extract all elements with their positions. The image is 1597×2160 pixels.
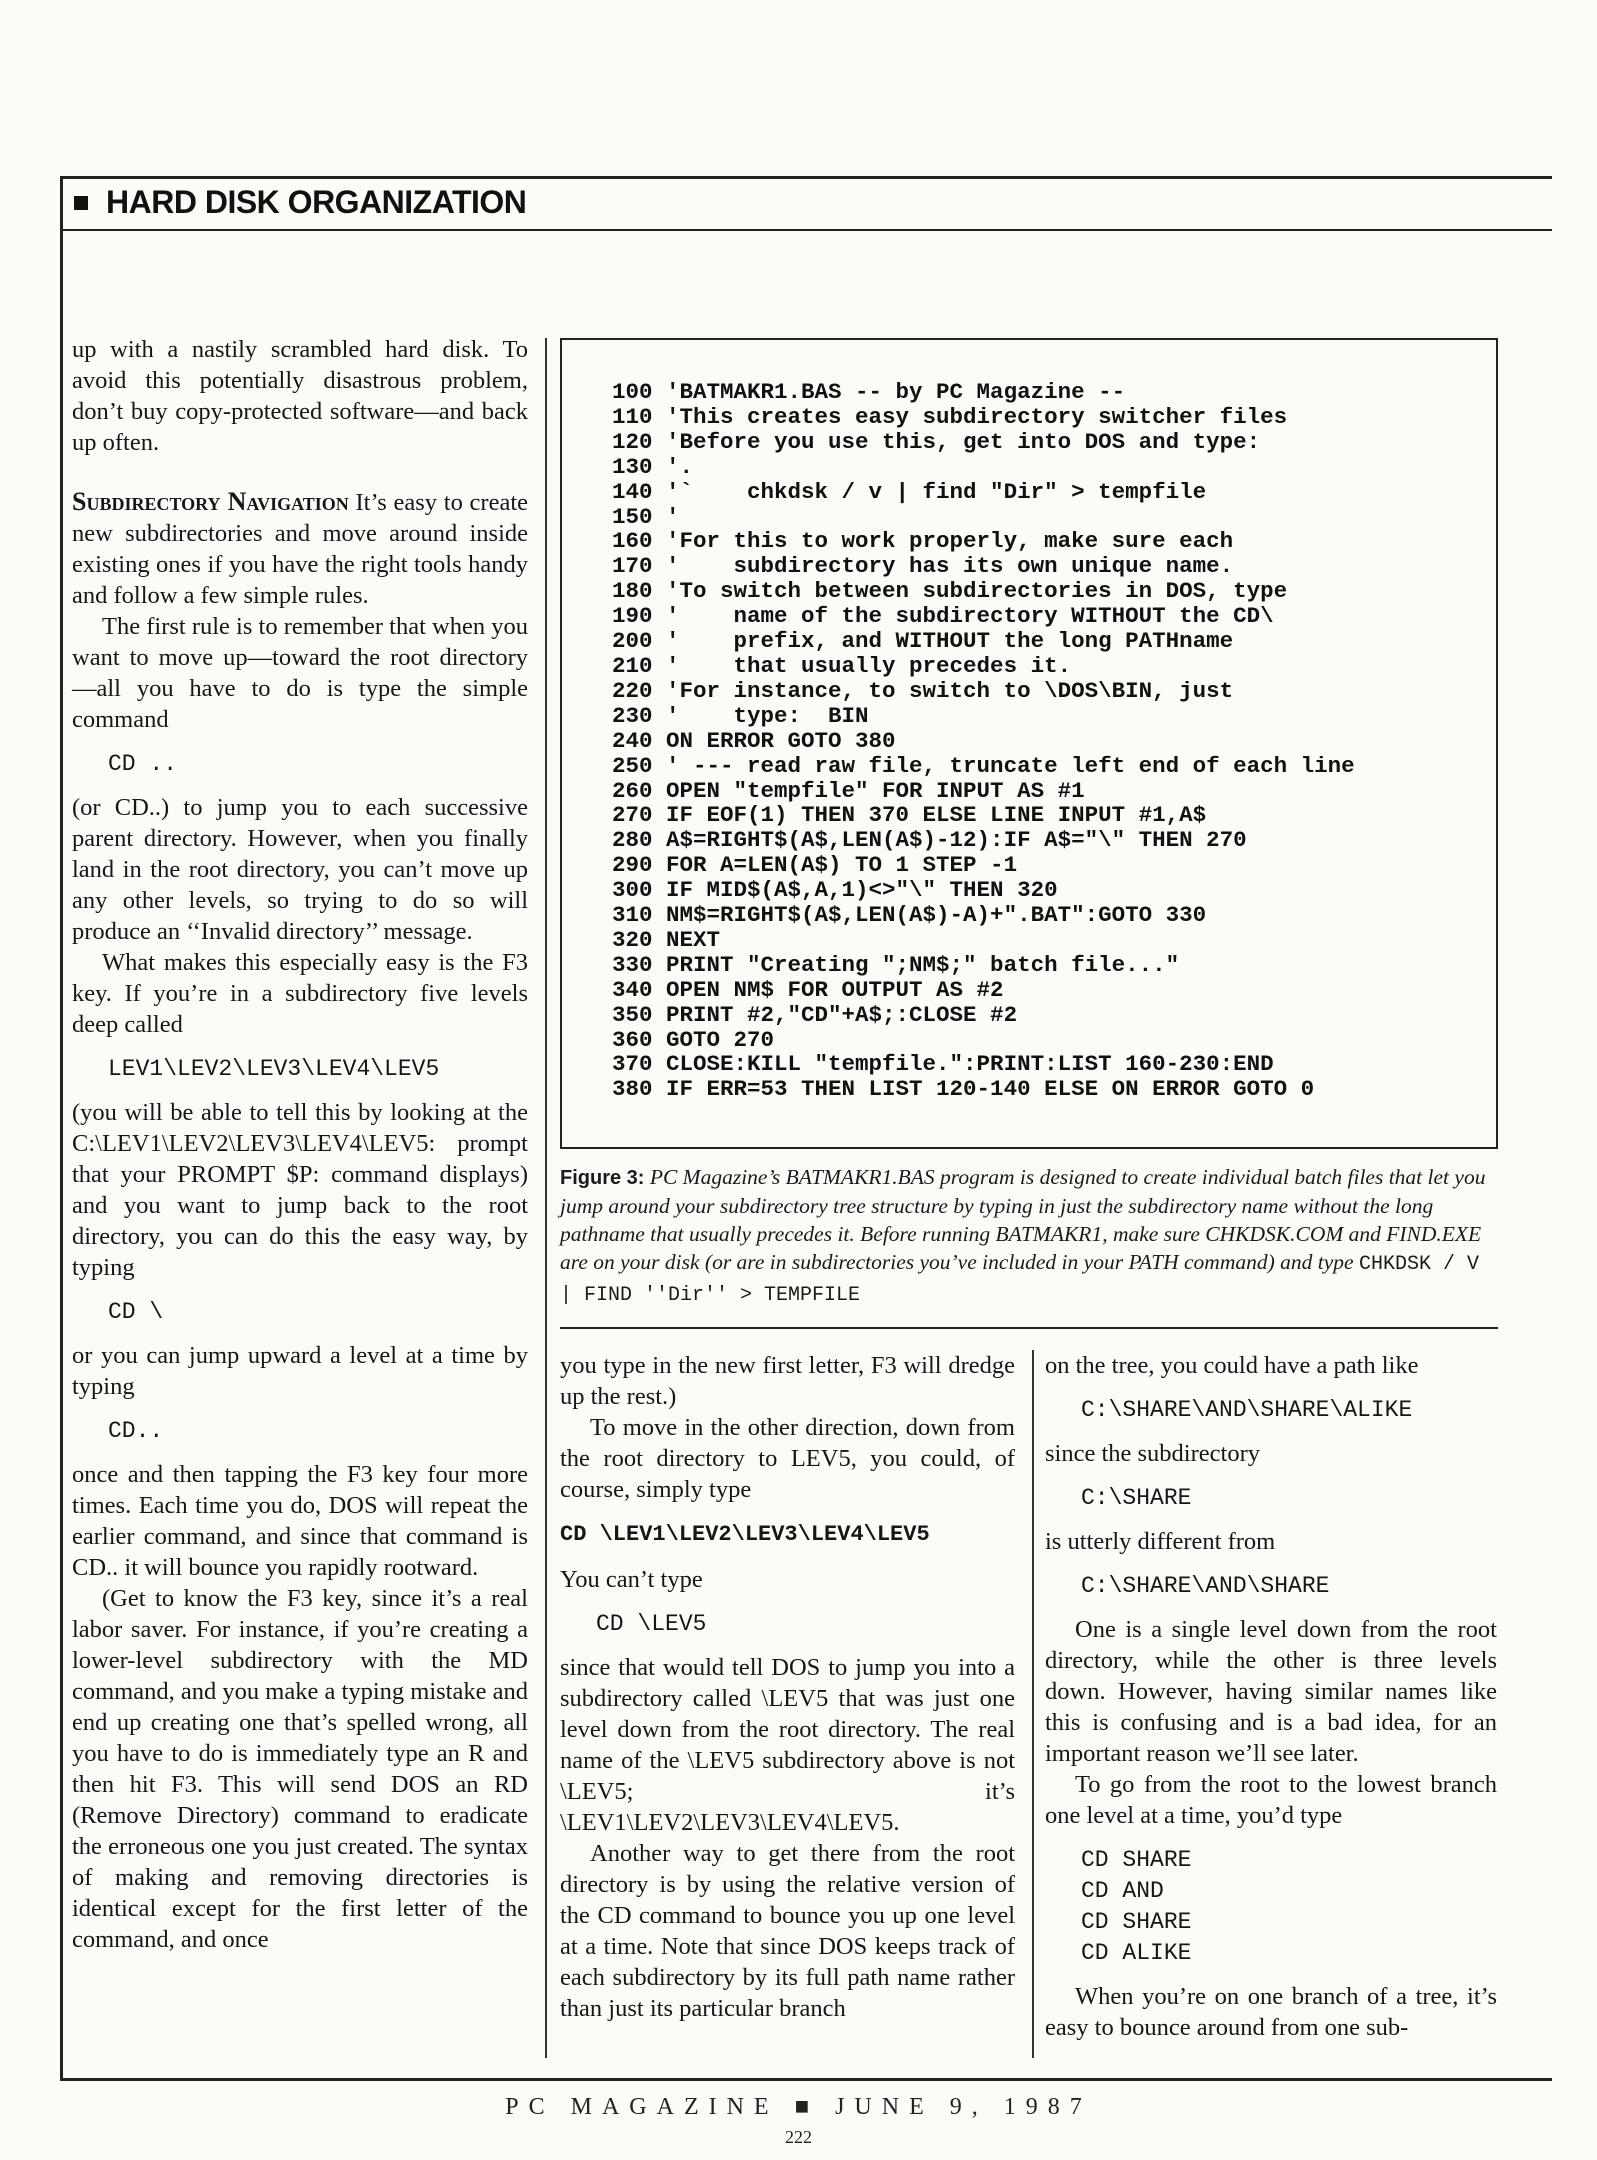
listing-line: 360 GOTO 270	[612, 1026, 775, 1053]
paragraph: One is a single level down from the root directory, while the other is three levels down. However, having similar names like this is confusing and is a bad idea, for an important reason we’ll see later.	[1045, 1616, 1497, 1767]
paragraph: on the tree, you could have a path like	[1045, 1352, 1419, 1379]
code-line: CD ALIKE	[1081, 1940, 1192, 1966]
listing-line: 330 PRINT "Creating ";NM$;" batch file..."	[612, 951, 1180, 978]
listing-line: 210 ' that usually precedes it.	[612, 652, 1072, 679]
left-border-rule	[60, 176, 63, 2080]
page-number: 222	[785, 2127, 812, 2147]
code-line: C:\SHARE\AND\SHARE\ALIKE	[1081, 1397, 1413, 1423]
caption-command: CHKDSK / V | FIND ''Dir'' > TEMPFILE	[560, 1253, 1479, 1307]
listing-line: 100 'BATMAKR1.BAS -- by PC Magazine --	[612, 379, 1126, 405]
listing-line: 160 'For this to work properly, make sure each	[612, 528, 1234, 555]
code-line: CD SHARE	[1081, 1847, 1192, 1873]
listing-line: 170 ' subdirectory has its own unique name.	[612, 553, 1234, 580]
listing-line: 250 ' --- read raw file, truncate left end of each line	[612, 752, 1355, 779]
header-rule	[60, 229, 1552, 231]
page-footer: PC MAGAZINE ■ JUNE 9, 1987	[505, 2094, 1092, 2120]
listing-line: 150 '	[612, 503, 680, 530]
code-line: C:\SHARE	[1081, 1485, 1192, 1511]
listing-line: 140 '` chkdsk / v | find "Dir" > tempfile	[612, 478, 1207, 505]
caption-rule	[560, 1327, 1498, 1329]
paragraph: since the subdirectory	[1045, 1440, 1260, 1467]
paragraph: (Get to know the F3 key, since it’s a real labor saver. For instance, if you’re creating a lower-level subdirectory with the MD command, and you make a typing mistake and end up creating one that’s spelled wrong, all you have to do is immediately type an R and then hit F3. This will send DOS an RD (Remove Directory) command to eradicate the erroneous one you just created. The syntax of making and removing directories is identical except for the first letter of the command, and once	[72, 1585, 528, 1953]
bottom-rule	[60, 2078, 1552, 2081]
listing-line: 190 ' name of the subdirectory WITHOUT the CD\	[612, 603, 1274, 630]
section-title: HARD DISK ORGANIZATION	[106, 184, 527, 220]
listing-line: 220 'For instance, to switch to \DOS\BIN, just	[612, 677, 1234, 704]
caption-text: PC Magazine’s BATMAKR1.BAS program is designed to create individual batch files that let you jump around your subdirectory tree structure by typing in just the subdirectory name without the long pathname that usually precedes it. Before running BATMAKR1, make sure CHKDSK.COM and FIND.EXE are on your disk (or are in subdirectories you’ve included in your PATH command) and type	[560, 1165, 1486, 1274]
paragraph: (you will be able to tell this by looking at the C:\LEV1\LEV2\LEV3\LEV4\LEV5: prompt that your PROMPT $P: command displays) and you want to jump back to the root directory, you can do this the easy way, by typing	[72, 1099, 528, 1281]
column-1	[72, 334, 528, 1955]
paragraph: or you can jump upward a level at a time by typing	[72, 1342, 528, 1400]
code-line: C:\SHARE\AND\SHARE	[1081, 1573, 1330, 1599]
column-2	[560, 1350, 1015, 2024]
listing-line: 200 ' prefix, and WITHOUT the long PATHname	[612, 628, 1234, 655]
paragraph: once and then tapping the F3 key four more times. Each time you do, DOS will repeat the earlier command, and since that command is CD.. it will bounce you rapidly rootward.	[72, 1461, 528, 1581]
listing-line: 340 OPEN NM$ FOR OUTPUT AS #2	[612, 976, 1004, 1003]
paragraph: since that would tell DOS to jump you into a subdirectory called \LEV5 that was just one level down from the root directory. The real name of the \LEV5 subdirectory above is not \LEV5; it’s \LEV1\LEV2\LEV3\LEV4\LEV5.	[560, 1654, 1015, 1836]
listing-line: 110 'This creates easy subdirectory switcher files	[612, 403, 1288, 430]
code-line: CD \LEV1\LEV2\LEV3\LEV4\LEV5	[560, 1522, 930, 1547]
listing-line: 260 OPEN "tempfile" FOR INPUT AS #1	[612, 777, 1085, 804]
paragraph: Another way to get there from the root directory is by using the relative version of the CD command to bounce you up one level at a time. Note that since DOS keeps track of each subdirectory by its full path name rather than just its particular branch	[560, 1840, 1015, 2022]
listing-line: 310 NM$=RIGHT$(A$,LEN(A$)-A)+".BAT":GOTO 330	[612, 902, 1207, 929]
listing-line: 350 PRINT #2,"CD"+A$;:CLOSE #2	[612, 1001, 1018, 1028]
header-bullet-icon	[74, 196, 88, 210]
paragraph	[72, 486, 528, 611]
listing-line: 230 ' type: BIN	[612, 702, 869, 729]
listing-line: 270 IF EOF(1) THEN 370 ELSE LINE INPUT #1,A$	[612, 802, 1207, 829]
paragraph: When you’re on one branch of a tree, it’s easy to bounce around from one sub-	[1045, 1983, 1497, 2041]
listing-line: 370 CLOSE:KILL "tempfile.":PRINT:LIST 160-230:END	[612, 1051, 1274, 1078]
listing-line: 280 A$=RIGHT$(A$,LEN(A$)-12):IF A$="\" THEN 270	[612, 827, 1247, 854]
top-rule	[60, 176, 1552, 179]
figure-caption	[560, 1163, 1495, 1310]
paragraph: (or CD..) to jump you to each successive parent directory. However, when you finally land in the root directory, you can’t move up any other levels, so trying to do so will produce an ‘‘Invalid directory’’ message.	[72, 794, 528, 945]
code-line: CD AND	[1081, 1878, 1164, 1904]
listing-line: 290 FOR A=LEN(A$) TO 1 STEP -1	[612, 852, 1018, 879]
column-3	[1045, 1350, 1497, 2043]
paragraph-text: It’s easy to create new subdirectories and move around inside existing ones if you have the right tools handy and follow a few simple rules.	[72, 489, 529, 609]
paragraph: You can’t type	[560, 1566, 703, 1593]
listing-line: 300 IF MID$(A$,A,1)<>"\" THEN 320	[612, 877, 1058, 904]
code-line: CD \LEV5	[596, 1611, 707, 1637]
column-divider	[545, 338, 547, 2058]
code-line: CD ..	[108, 751, 178, 777]
program-listing-box	[560, 338, 1498, 1149]
program-listing	[612, 380, 1496, 1102]
listing-line: 130 '.	[612, 453, 694, 480]
paragraph: The first rule is to remember that when you want to move up—toward the root directory—all you have to do is type the simple command	[72, 613, 528, 733]
code-line: LEV1\LEV2\LEV3\LEV4\LEV5	[108, 1056, 440, 1082]
subhead: Subdirectory Navigation	[72, 487, 349, 516]
listing-line: 240 ON ERROR GOTO 380	[612, 727, 896, 754]
listing-line: 380 IF ERR=53 THEN LIST 120-140 ELSE ON ERROR GOTO 0	[612, 1076, 1315, 1103]
column-divider	[1032, 1350, 1034, 2058]
section-header	[74, 184, 526, 221]
paragraph: To move in the other direction, down from the root directory to LEV5, you could, of course, simply type	[560, 1414, 1015, 1503]
paragraph: To go from the root to the lowest branch one level at a time, you’d type	[1045, 1771, 1497, 1829]
code-line: CD SHARE	[1081, 1909, 1192, 1935]
code-line: CD \	[108, 1299, 164, 1325]
paragraph: is utterly different from	[1045, 1528, 1276, 1555]
paragraph: you type in the new first letter, F3 will dredge up the rest.)	[560, 1352, 1015, 1410]
code-block	[1081, 1845, 1497, 1969]
paragraph: up with a nastily scrambled hard disk. To avoid this potentially disastrous problem, don’t buy copy-protected software—and back up often.	[72, 336, 528, 456]
listing-line: 320 NEXT	[612, 926, 721, 953]
code-line: CD..	[108, 1418, 164, 1444]
paragraph: What makes this especially easy is the F3 key. If you’re in a subdirectory five levels deep called	[72, 949, 528, 1038]
listing-line: 120 'Before you use this, get into DOS and type:	[612, 428, 1261, 455]
figure-label: Figure 3:	[560, 1167, 645, 1189]
listing-line: 180 'To switch between subdirectories in DOS, type	[612, 578, 1288, 605]
